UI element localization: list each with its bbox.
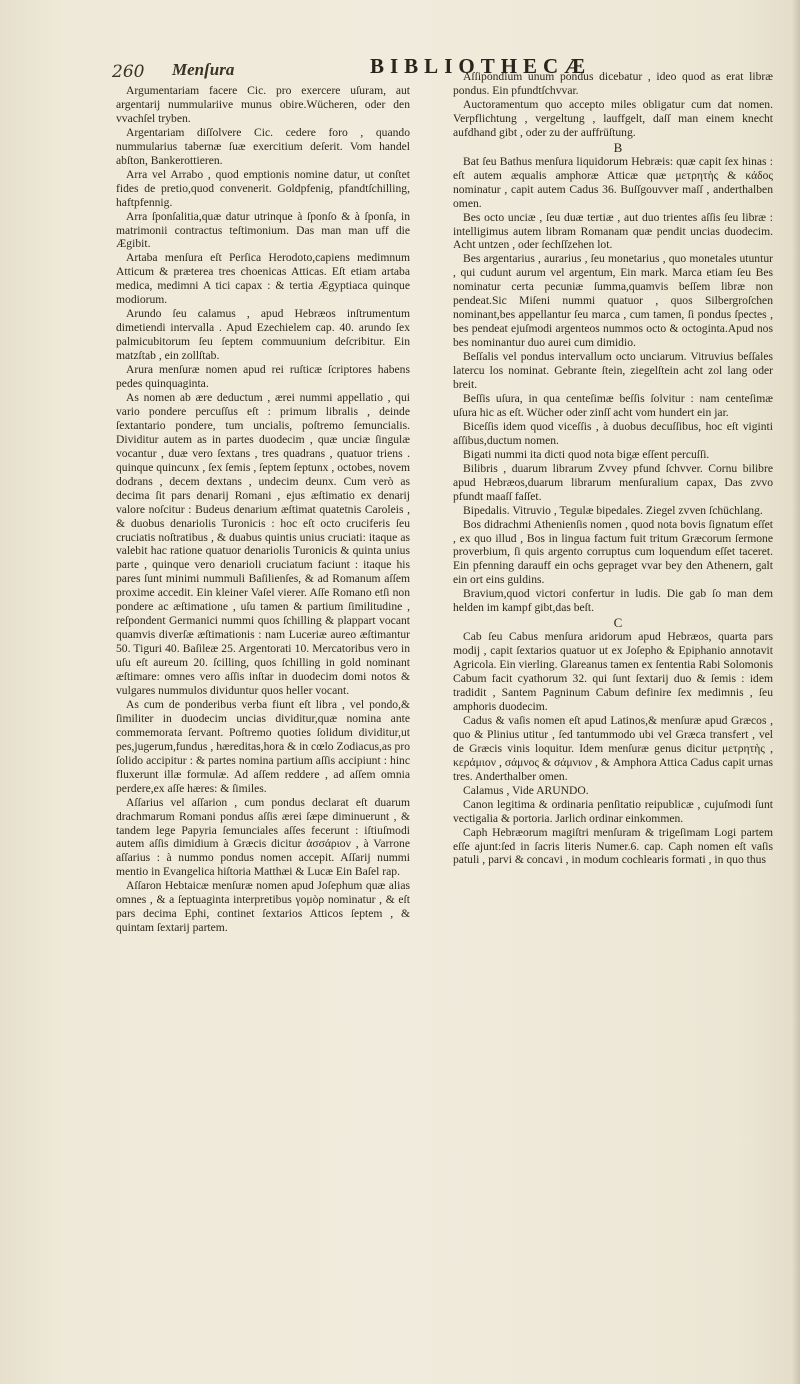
entry-paragraph: Canon legitima & ordinaria penſitatio reipublicæ , cujuſmodi ſunt vectigalia & portoria. Jarlich ordinar einkommen. [453,797,773,825]
entry-paragraph: Bes argentarius , aurarius , ſeu monetarius , quo monetales utuntur , qui cudunt aurum vel argentum, Ein mark. Marca etiam ſeu Bes nominatur certa pecuniæ ſumma,quamvis beſſem libræ non pendeat.Sic Miſeni nummi quatuor , quos Silbergroſchen nominant,bes appellantur ſeu marca , cum tamen, ſi pondus ſpectes , bes pendeat ejuſmodi argenteos nummos octo & octoginta.Apud nos bes nominantur duo aurei cum dimidio. [453,252,773,350]
entry-paragraph: Biceſſis idem quod viceſſis , à duobus decuſſibus, hoc eſt viginti aſſibus,ductum nomen. [453,419,773,447]
entry-paragraph: Bilibris , duarum librarum Zvvey pfund ſchvver. Cornu bilibre apud Hebræos,duarum librarum menſuralium capax, Das zvvo pfundt maaſſ faſſet. [453,461,773,503]
page-number: 260 [112,62,145,82]
entry-paragraph: Arura menſuræ nomen apud rei ruſticæ ſcriptores habens pedes quinquaginta. [116,363,410,391]
entry-paragraph: Argentariam diſſolvere Cic. cedere foro , quando nummularius tabernæ ſuæ exercitium deſerit. Vom handel abſton, Bankerottieren. [116,125,410,167]
entry-paragraph: As cum de ponderibus verba fiunt eſt libra , vel pondo,& ſimiliter in duodecim uncias dividitur,quæ nomina ante commemorata ſervant. Poſtremo quoties ſolidum dividitur,ut pes,jugerum,fundus , hæreditas,hora & in cœlo Zodiacus,as pro ſolido accipitur : & partes nomina partium aſſis accipiunt : hinc fluxerunt illæ formulæ. Ad aſſem reddere , ad aſſem omnia perdere,ex aſſe hæres: & ſimiles. [116,697,410,795]
entry-paragraph: Bat ſeu Bathus menſura liquidorum Hebræis: quæ capit ſex hinas : eſt autem æqualis amphoræ Atticæ quæ μετρητὴς & κάδος nominatur , capit autem Cadus 36. Buſſgouvver maſſ , anderthalben omen. [453,154,773,210]
page-edge-shadow [792,0,800,1384]
entry-paragraph: Bravium,quod victori confertur in ludis. Die gab ſo man dem helden im kampf gibt,das beſt. [453,587,773,615]
entry-paragraph: Artaba menſura eſt Perſica Herodoto,capiens medimnum Atticum & præterea tres choenicas Atticas. Eſt etiam artaba medica, medimni A tici capax : & tertia Ægyptiaca quinque modiorum. [116,251,410,307]
right-column [453,70,773,867]
entry-paragraph: Bes octo unciæ , ſeu duæ tertiæ , aut duo trientes aſſis ſeu libræ : intelligimus autem libram Romanam quæ pendit uncias duodecim. Acht untzen , oder ſechſſzehen lot. [453,210,773,252]
entry-paragraph: Arra ſponſalitia,quæ datur utrinque à ſponſo & à ſponſa, in matrimonii contractus teſtimonium. Das man man uff die Ægibit. [116,209,410,251]
entry-paragraph: Arra vel Arrabo , quod emptionis nomine datur, ut conſtet fides de pretio,quod convenerit. Goldpfenig, pfandtſchilling, haftpfennig. [116,167,410,209]
entry-paragraph: Cab ſeu Cabus menſura aridorum apud Hebræos, quarta pars modij , capit ſextarios quatuor ut ex Joſepho & Epiphanio annotavit Agricola. Ein vierling. Glareanus tamen ex ſententia Rabi Solomonis Cabum facit cyathorum 32. qui ſunt ſextarij duo & ſemis : idem tradidit , Santem Pagninum Cabum definire ſex medimnis , ſeu amphoris duodecim. [453,630,773,713]
entry-paragraph: Argumentariam facere Cic. pro exercere uſuram, aut argentarij nummulariive munus obire.Wücheren, oder den vvachſel tryben. [116,84,410,125]
entry-paragraph: Bos didrachmi Athenienſis nomen , quod nota bovis ſignatum eſſet , ex quo illud , Bos in lingua factum fuit tritum Græcorum ſermone proverbium, ſi quis argento corruptus cum loquendum eſſet taceret. Ein pfenning darauff ein ochs gepraget vvar bey den Athenern, galt ein ort eins guldins. [453,517,773,587]
entry-paragraph: Aſſaron Hebtaicæ menſuræ nomen apud Joſephum quæ alias omnes , & a ſeptuaginta interpretibus γομὸρ nominatur , & eſt pars decima Ephi, continet ſextarios Atticos ſeptem , & quintam ſextarij partem. [116,879,410,935]
entry-paragraph: Aſſarius vel aſſarion , cum pondus declarat eſt duarum drachmarum Romani pondus aſſis ærei ſæpe diminuerunt , & tandem lege Papyria ſemunciales aſſes fecerunt : iſtiuſmodi autem aſſis dimidium à Græcis dicitur ἀσσάριον , à Varrone aſſarius : à nummo pondus nomen accepit. Aſſarij nummi mentio in Evangelica hiſtoria Matthæi & Lucæ Ein Baſel rap. [116,795,410,879]
entry-paragraph: Beſſis uſura, in qua centeſimæ beſſis ſolvitur : nam centeſimæ uſura hic as eſt. Wücher oder zinſſ acht vom hundert ein jar. [453,391,773,419]
left-column [116,84,410,935]
entry-paragraph: Beſſalis vel pondus intervallum octo unciarum. Vitruvius beſſales latercu los nominat. Gebrante ſtein, ziegelſtein acht zol lang oder breit. [453,350,773,392]
running-head-word: Menſura [172,60,235,79]
entry-paragraph: Bigati nummi ita dicti quod nota bigæ eſſent percuſſi. [463,447,710,461]
entry-paragraph: Auctoramentum quo accepto miles obligatur cum dat nomen. Verpflichtung , vergeltung , lauffgelt, daſſ man einem knecht aufdhand gibt , oder zu der auffrüſtung. [453,97,773,139]
entry-paragraph: Arundo ſeu calamus , apud Hebræos inſtrumentum dimetiendi intervalla . Apud Ezechielem cap. 40. arundo ſex palmicubitorum ſeu ſeptem commuunium deſcribitur. Ein matzſtab , ein zollſtab. [116,307,410,363]
entry-paragraph: Aſſipondium unum pondus dicebatur , ideo quod as erat libræ pondus. Ein pfundtſchvvar. [453,70,773,97]
section-letter-c: C [613,615,623,631]
entry-paragraph: Cadus & vaſis nomen eſt apud Latinos,& menſuræ apud Græcos , quo & Plinius utitur , ſed tantummodo ubi vel Græca transfert , vel de Græcis vinis loquitur. Idem menſuræ genus dicitur μετρητὴς , κεράμιον , σάμνος & σάμνιον , & Amphora Attica Cadus capit urnas tres. Anderthalber omen. [453,713,773,783]
entry-paragraph: As nomen ab ære deductum , ærei nummi appellatio , qui vario pondere percuſſus eſt : primum libralis , deinde ſextantario pondere, tum uncialis, poſtremo ſemuncialis. Dividitur autem as in partes duodecim , quæ unciæ ſingulæ vocantur , duæ vero ſextans , tres quadrans , quatuor triens . quinque quincunx , ſex ſemis , ſeptem ſeptunx , octobes, novem dodrans , decem dextans , undecim deunx. Cum verò as decima ſit pars denarij Romani , ejus æſtimatio ex denarij valore noſcitur : Budeus denarium æſtimat quatetnis Caroleis , & duobus denariolis Turonicis : hoc eſt octo cruciferis ſeu cruciatis noſtratibus , & duabus quintis unius cruciati: itaque as valebit hac ratione quatuor denariolis Turonicis & quinta unius parte , quinque vero denarioli cruciatum faciunt : itaque his pares ſunt minimi nummuli Baſilienſes, & ad Romanum aſſem proxime accedit. Ein kleiner Vaſel vierer. Aſſe Romano etſi non pondere ac æſtimatione , uſu tamen & partium ſimilitudine , reſpondent Germanici nummi quos ſchilling & plappart vocant quamvis diverſæ æſtimationis : nam Luceriæ aureo æſtimantur 50. Tiguri 40. Baſileæ 25. Argentorati 10. Mercatoribus vero in uſu eſt aureum 20. ſcilling, quos ſchilling in gold nominant æſtimare: omnes vero aſſis inſtar in duodecim domi notos & vulgares nummulos dividuntur quos heller vocant. [116,390,410,697]
section-letter-b: B [613,139,623,155]
page-title: BIBLIOTHECÆ [370,54,592,78]
entry-paragraph: Bipedalis. Vitruvio , Tegulæ bipedales. Ziegel zvven ſchüchlang. [463,503,763,517]
entry-paragraph: Calamus , Vide ARUNDO. [463,783,589,797]
entry-paragraph: Caph Hebræorum magiſtri menſuram & trigeſimam Logi partem eſſe ajunt:ſed in ſacris literis Numer.6. cap. Caph nomen eſt vaſis patuli , parvi & concavi , in modum cochlearis formati , in quo thus [453,825,773,867]
